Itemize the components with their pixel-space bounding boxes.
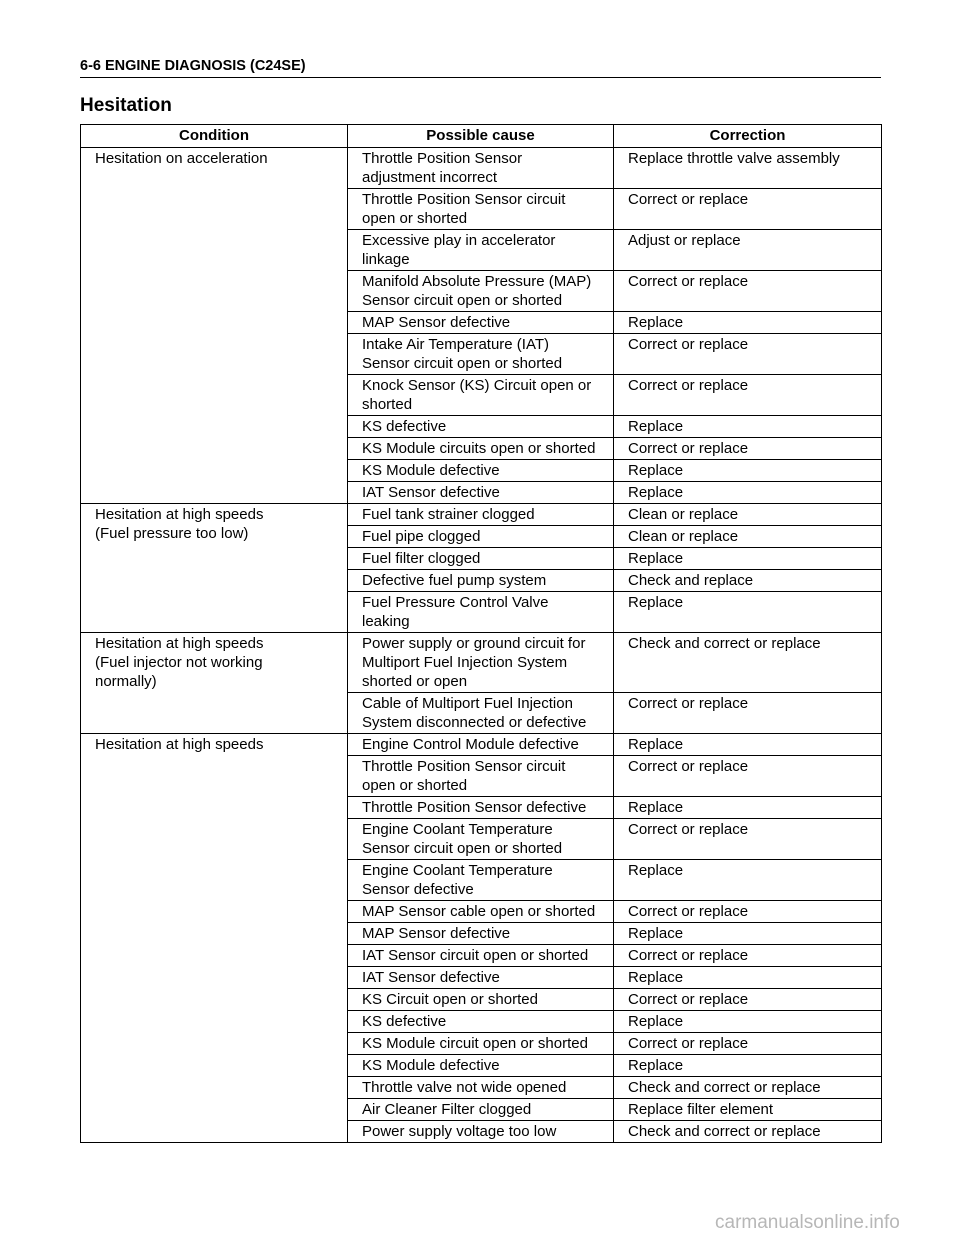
possible-cause-cell: KS Module defective <box>348 460 614 482</box>
possible-cause-cell: Intake Air Temperature (IAT) Sensor circuit open or shorted <box>348 334 614 375</box>
possible-cause-cell: Manifold Absolute Pressure (MAP) Sensor circuit open or shorted <box>348 271 614 312</box>
correction-cell: Replace <box>614 860 882 901</box>
possible-cause-cell: Engine Coolant Temperature Sensor defective <box>348 860 614 901</box>
correction-cell: Correct or replace <box>614 693 882 734</box>
correction-cell: Correct or replace <box>614 945 882 967</box>
correction-cell: Replace <box>614 482 882 504</box>
correction-cell: Correct or replace <box>614 375 882 416</box>
possible-cause-cell: IAT Sensor circuit open or shorted <box>348 945 614 967</box>
possible-cause-cell: KS defective <box>348 1011 614 1033</box>
possible-cause-cell: KS defective <box>348 416 614 438</box>
section-title: Hesitation <box>80 95 172 116</box>
possible-cause-cell: Throttle Position Sensor adjustment incorrect <box>348 148 614 189</box>
correction-cell: Replace <box>614 923 882 945</box>
possible-cause-cell: KS Module circuits open or shorted <box>348 438 614 460</box>
correction-cell: Correct or replace <box>614 989 882 1011</box>
correction-cell: Replace <box>614 416 882 438</box>
condition-cell: Hesitation on acceleration <box>81 148 348 504</box>
possible-cause-cell: MAP Sensor defective <box>348 923 614 945</box>
correction-cell: Replace <box>614 312 882 334</box>
correction-cell: Replace <box>614 967 882 989</box>
possible-cause-cell: Air Cleaner Filter clogged <box>348 1099 614 1121</box>
possible-cause-cell: KS Module circuit open or shorted <box>348 1033 614 1055</box>
possible-cause-cell: Excessive play in accelerator linkage <box>348 230 614 271</box>
diagnosis-table <box>80 124 882 1143</box>
watermark: carmanualsonline.info <box>715 1212 900 1233</box>
possible-cause-cell: IAT Sensor defective <box>348 482 614 504</box>
correction-cell: Replace throttle valve assembly <box>614 148 882 189</box>
table-row <box>81 148 882 189</box>
column-header-condition: Condition <box>81 125 348 148</box>
correction-cell: Correct or replace <box>614 189 882 230</box>
column-header-possible-cause: Possible cause <box>348 125 614 148</box>
possible-cause-cell: Defective fuel pump system <box>348 570 614 592</box>
correction-cell: Replace <box>614 797 882 819</box>
correction-cell: Replace <box>614 1055 882 1077</box>
possible-cause-cell: Power supply voltage too low <box>348 1121 614 1143</box>
correction-cell: Replace <box>614 548 882 570</box>
possible-cause-cell: Throttle Position Sensor circuit open or shorted <box>348 189 614 230</box>
page-header-title: 6-6 ENGINE DIAGNOSIS (C24SE) <box>80 58 306 74</box>
possible-cause-cell: Fuel Pressure Control Valve leaking <box>348 592 614 633</box>
condition-cell: Hesitation at high speeds <box>81 734 348 1143</box>
condition-cell: Hesitation at high speeds (Fuel pressure too low) <box>81 504 348 633</box>
possible-cause-cell: Engine Control Module defective <box>348 734 614 756</box>
correction-cell: Correct or replace <box>614 819 882 860</box>
correction-cell: Replace <box>614 1011 882 1033</box>
correction-cell: Clean or replace <box>614 504 882 526</box>
possible-cause-cell: Cable of Multiport Fuel Injection System disconnected or defective <box>348 693 614 734</box>
condition-cell: Hesitation at high speeds (Fuel injector not working normally) <box>81 633 348 734</box>
table-row <box>81 504 882 526</box>
correction-cell: Correct or replace <box>614 1033 882 1055</box>
possible-cause-cell: IAT Sensor defective <box>348 967 614 989</box>
column-header-correction: Correction <box>614 125 882 148</box>
correction-cell: Check and replace <box>614 570 882 592</box>
possible-cause-cell: Throttle Position Sensor defective <box>348 797 614 819</box>
correction-cell: Correct or replace <box>614 901 882 923</box>
correction-cell: Correct or replace <box>614 438 882 460</box>
correction-cell: Replace filter element <box>614 1099 882 1121</box>
correction-cell: Correct or replace <box>614 756 882 797</box>
possible-cause-cell: KS Module defective <box>348 1055 614 1077</box>
possible-cause-cell: Fuel pipe clogged <box>348 526 614 548</box>
correction-cell: Clean or replace <box>614 526 882 548</box>
possible-cause-cell: Fuel tank strainer clogged <box>348 504 614 526</box>
possible-cause-cell: Fuel filter clogged <box>348 548 614 570</box>
possible-cause-cell: Engine Coolant Temperature Sensor circuit open or shorted <box>348 819 614 860</box>
table-body <box>81 148 882 1143</box>
table-row <box>81 734 882 756</box>
correction-cell: Adjust or replace <box>614 230 882 271</box>
correction-cell: Correct or replace <box>614 271 882 312</box>
correction-cell: Replace <box>614 460 882 482</box>
correction-cell: Check and correct or replace <box>614 633 882 693</box>
correction-cell: Replace <box>614 734 882 756</box>
correction-cell: Correct or replace <box>614 334 882 375</box>
correction-cell: Check and correct or replace <box>614 1121 882 1143</box>
possible-cause-cell: MAP Sensor cable open or shorted <box>348 901 614 923</box>
table-row <box>81 633 882 693</box>
possible-cause-cell: KS Circuit open or shorted <box>348 989 614 1011</box>
correction-cell: Check and correct or replace <box>614 1077 882 1099</box>
possible-cause-cell: MAP Sensor defective <box>348 312 614 334</box>
page-header <box>80 56 881 78</box>
possible-cause-cell: Power supply or ground circuit for Multiport Fuel Injection System shorted or open <box>348 633 614 693</box>
possible-cause-cell: Throttle valve not wide opened <box>348 1077 614 1099</box>
possible-cause-cell: Throttle Position Sensor circuit open or shorted <box>348 756 614 797</box>
table-header-row <box>81 125 882 148</box>
correction-cell: Replace <box>614 592 882 633</box>
possible-cause-cell: Knock Sensor (KS) Circuit open or shorted <box>348 375 614 416</box>
